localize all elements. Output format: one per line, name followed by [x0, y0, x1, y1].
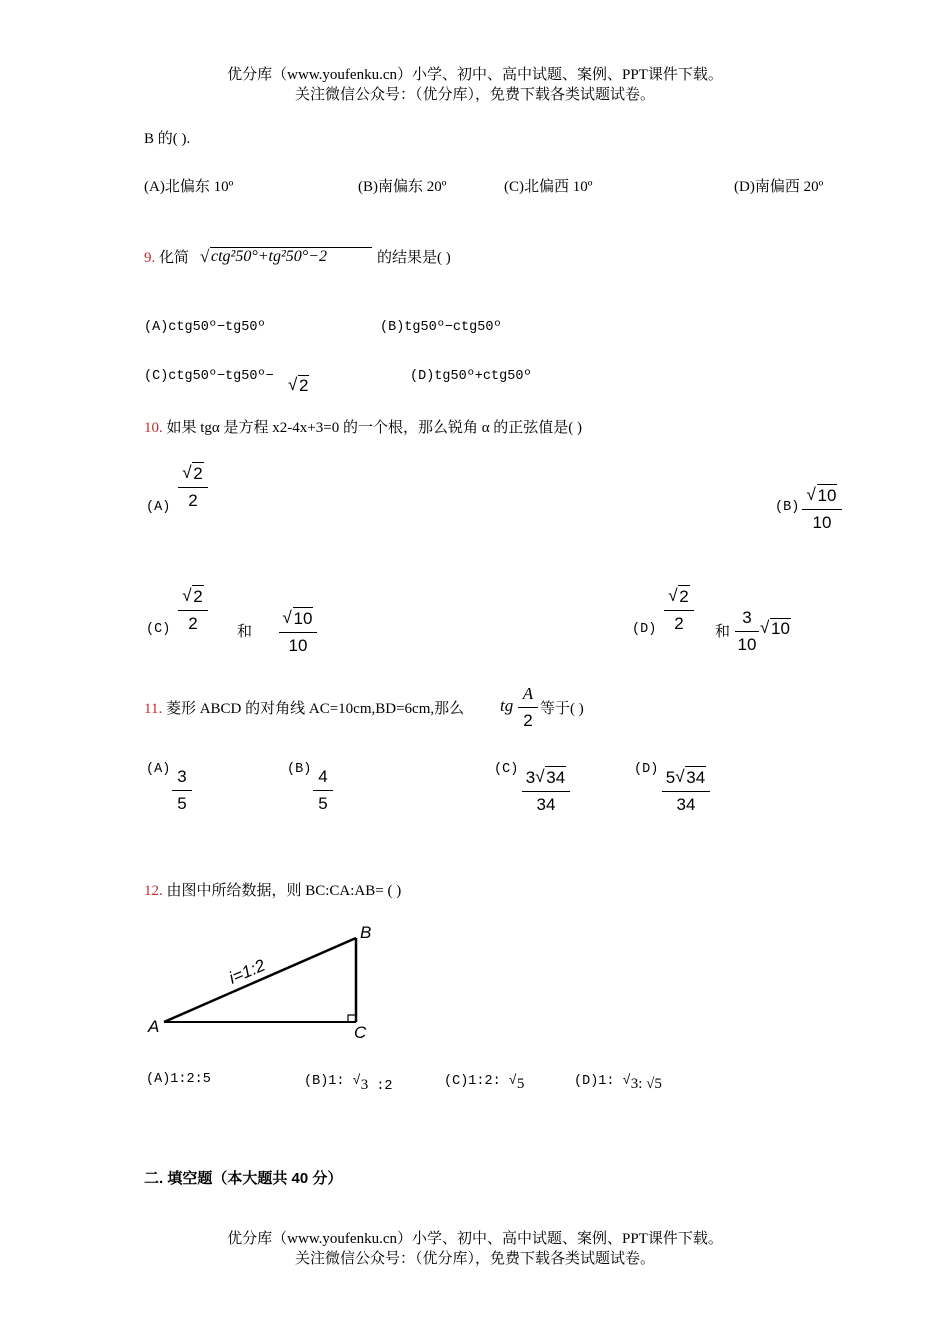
header-line-1: 优分库（www.youfenku.cn）小学、初中、高中试题、案例、PPT课件下载。 [227, 67, 723, 83]
q11-option-a-fraction: 3 5 [172, 766, 192, 815]
q9-option-a: (A)ctg50º−tg50º [144, 320, 266, 335]
q11-half-angle-fraction: A 2 [518, 683, 538, 732]
q11-text: 菱形 ABCD 的对角线 AC=10cm,BD=6cm,那么 [165, 701, 465, 717]
q10-label-a: (A) [146, 500, 171, 515]
q11-label-b: (B) [287, 762, 312, 777]
vertex-c-label: C [354, 1023, 367, 1042]
q11-label-a: (A) [146, 762, 171, 777]
q10-option-c-fraction-1: √ 2 2 [178, 585, 208, 635]
q9-stem [144, 246, 189, 267]
q10-option-d-fraction-1: √ 2 2 [664, 585, 694, 635]
q8-option-c: (C)北偏西 10º [504, 179, 593, 195]
q12-stem [144, 879, 401, 900]
q9-radical: √ ctg²50°+tg²50°−2 [200, 247, 372, 266]
q10-stem [144, 416, 582, 437]
q9-option-c: (C)ctg50º−tg50º− [144, 369, 274, 384]
q10-label-c: (C) [146, 622, 171, 637]
q10-option-d-fraction-2: 3 10 [735, 607, 759, 656]
q11-suffix: 等于( ) [540, 701, 584, 717]
q10-label-d: (D) [632, 622, 657, 637]
q12-number: 12. [144, 883, 163, 899]
q12-option-b: (B)1: √3 :2 [304, 1074, 393, 1094]
q10-option-c-and: 和 [237, 624, 253, 640]
slope-label: i=1:2 [226, 955, 268, 988]
q8-option-a: (A)北偏东 10º [144, 179, 234, 195]
q11-label-c: (C) [494, 762, 519, 777]
vertex-a-label: A [148, 1017, 160, 1036]
q12-text: 由图中所给数据，则 BC:CA:AB= ( ) [166, 883, 402, 899]
q11-label-d: (D) [634, 762, 659, 777]
q11-stem [144, 697, 464, 718]
footer-line-1: 优分库（www.youfenku.cn）小学、初中、高中试题、案例、PPT课件下载。 [227, 1231, 723, 1247]
q9-option-c-root: √ 2 [288, 375, 309, 395]
q9-text: 化简 [159, 250, 190, 266]
q10-option-b-fraction: √ 10 10 [802, 484, 842, 534]
q12-option-a: (A)1:2:5 [146, 1072, 211, 1087]
q10-number: 10. [144, 420, 163, 436]
q11-option-d-fraction: 5 √ 34 34 [662, 766, 710, 816]
q8-option-b: (B)南偏东 20º [358, 179, 447, 195]
footer-line-2: 关注微信公众号：（优分库），免费下载各类试题试卷。 [294, 1251, 655, 1267]
q10-option-c-fraction-2: √ 10 10 [279, 607, 317, 657]
q9-option-b: (B)tg50º−ctg50º [380, 320, 502, 335]
q10-label-b: (B) [775, 500, 800, 515]
header-line-2: 关注微信公众号：（优分库），免费下载各类试题试卷。 [294, 87, 655, 103]
q10-option-d-root10: √ 10 [760, 618, 790, 638]
q9-option-d: (D)tg50º+ctg50º [410, 369, 532, 384]
q8-option-d: (D)南偏西 20º [734, 179, 824, 195]
q9-suffix: 的结果是( ) [377, 250, 451, 266]
q10-text: 如果 tgα 是方程 x2-4x+3=0 的一个根，那么锐角 α 的正弦值是( ) [166, 420, 583, 436]
q11-option-b-fraction: 4 5 [313, 766, 333, 815]
vertex-b-label: B [360, 923, 372, 942]
side-ab [164, 938, 356, 1022]
q11-option-c-fraction: 3 √ 34 34 [522, 766, 570, 816]
q12-option-c: (C)1:2: √5 [444, 1074, 525, 1092]
q10-option-a-fraction: √ 2 2 [178, 462, 208, 512]
q12-option-d: (D)1: √3: √5 [574, 1074, 662, 1092]
q8-tail: B 的( ). [144, 131, 191, 147]
q12-triangle-figure [140, 918, 390, 1043]
q11-tg: tg [500, 696, 514, 715]
q9-number: 9. [144, 250, 156, 266]
section-2-title: 二. 填空题（本大题共 40 分） [144, 1170, 343, 1187]
q10-option-d-and: 和 [715, 624, 731, 640]
q11-number: 11. [144, 701, 163, 717]
